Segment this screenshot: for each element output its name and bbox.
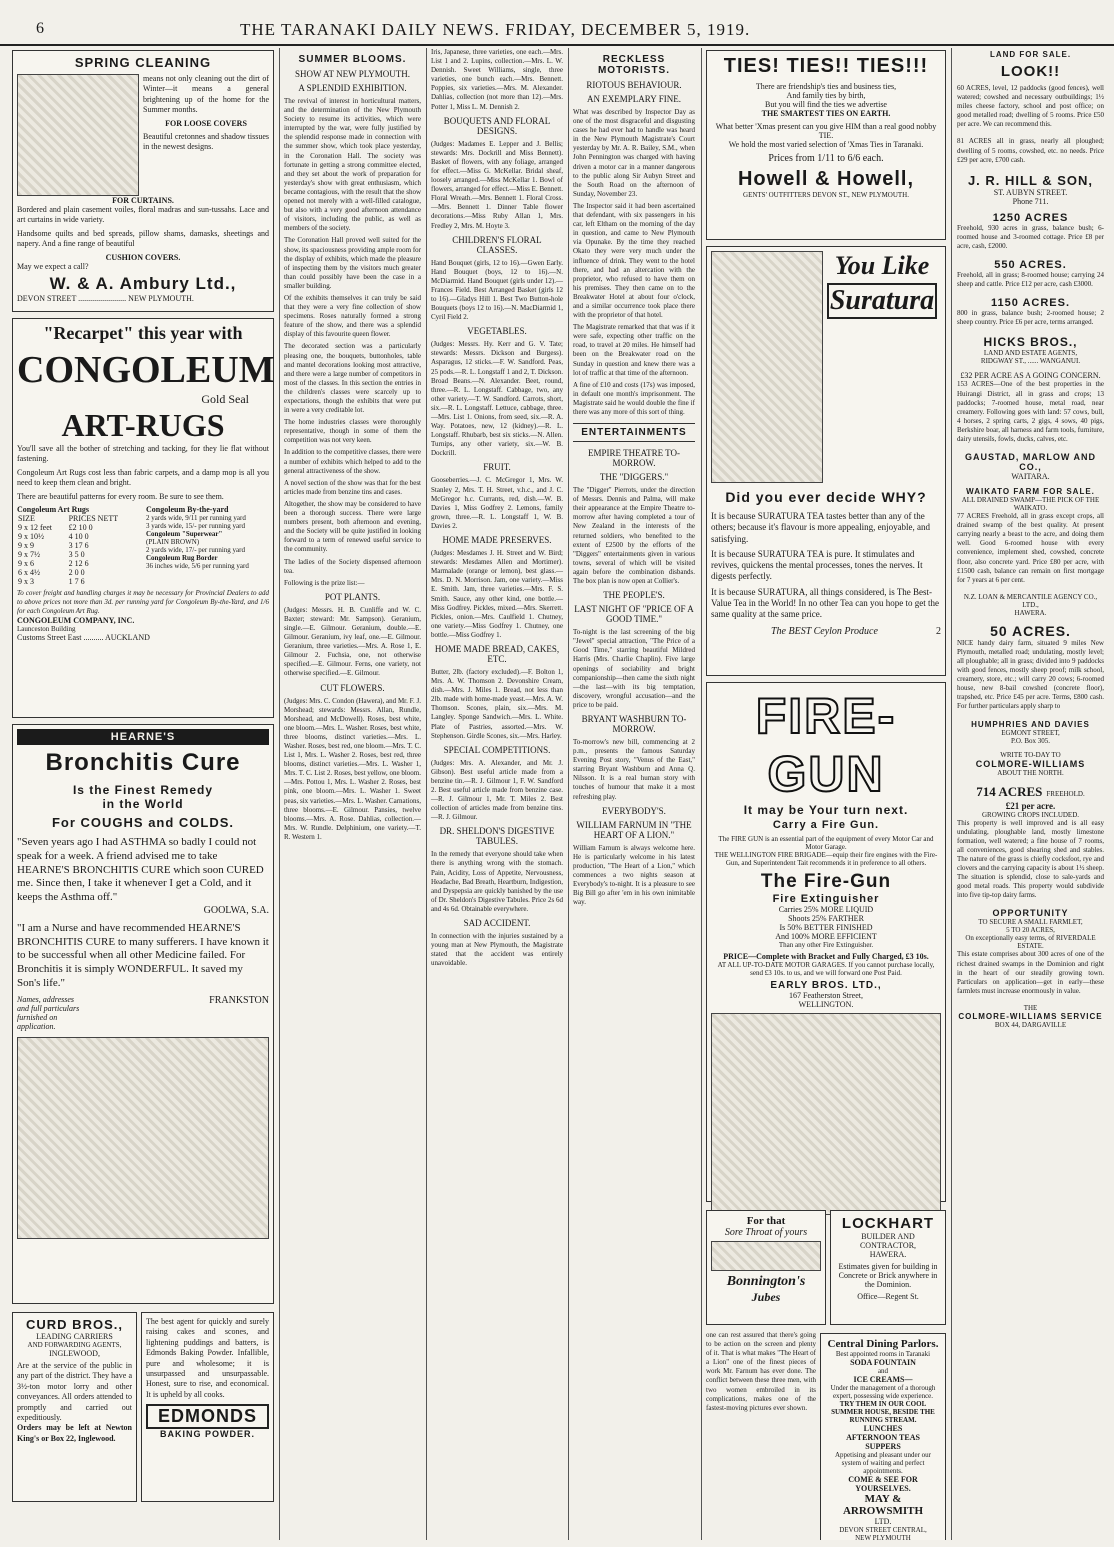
fire-gun-turn: It may be Your turn next. (743, 803, 909, 817)
fire-gun-b2: THE WELLINGTON FIRE BRIGADE—equip their fire engines with the Fire-Gun, and Superintendent Tait recommends it in preference to all others. (714, 851, 938, 867)
freight-note: To cover freight and handling charges it may be necessary for Provincial Dealers to add to above prices not more than 3d. per running yard for Congoleum By-the-Yard, and 1/6 for each Congoleum Art Rug. (17, 588, 269, 616)
prize-list: (Judges: Madames E. Lepper and J. Bellis; stewards: Mrs. Dockrill and Miss Bennett). Basket of flowers, with any foliage, arranged for effect.—Miss G. McKellar. Bridal sheaf, loosely arranged.—Miss McKellar 1. Bowl of flowers, arranged for effect.—Miss E. Bennett. Floral Wreath.—Mrs. Bennett 1. Floral Cross.—Mrs. Bennett 1. Dinner Table flower decorations.—Miss Ruby Allan 1, Mrs. Fredley 2, Mrs. M. Hoyte 3. (431, 139, 563, 230)
loose-heading: FOR LOOSE COVERS (165, 118, 247, 128)
central-line: Best appointed rooms in Taranaki (835, 1350, 931, 1358)
hill-son: J. R. HILL & SON, (967, 172, 1094, 188)
gaustad-town: WAITARA. (1011, 472, 1050, 482)
table-row: 9 x 7½ 3 5 0 (18, 549, 85, 559)
central-line: SODA FOUNTAIN (850, 1358, 916, 1367)
article-paragraph: Altogether, the show may be considered to have been a thorough success. There were large numbers present, both afternoon and evening, and the Society will be quite justified in looking forward to a term of renewed useful service to the community. (284, 499, 421, 554)
ceylon-produce: The BEST Ceylon Produce (771, 626, 878, 638)
column-rule (951, 48, 952, 1540)
bryant-heading: BRYANT WASHBURN TO-MORROW. (581, 713, 687, 734)
hearnes-ad (12, 724, 274, 1304)
column-1 (8, 48, 278, 1540)
loose-text: Beautiful cretonnes and shadow tissues in the newest designs. (143, 131, 269, 152)
spring-title: SPRING CLEANING (74, 55, 212, 70)
listing: 800 in grass, balance bush; 2-roomed house; 2 sheep country. Price £6 per acre, terms arranged. (957, 309, 1104, 327)
ambury-address: DEVON STREET ........................ NEW PLYMOUTH. (17, 293, 194, 303)
column-3 (427, 48, 567, 1540)
reckless-title: RECKLESS MOTORISTS. (597, 54, 671, 76)
section-heading: CUT FLOWERS. (320, 682, 385, 693)
hill-phone: Phone 711. (1012, 196, 1049, 206)
hicks-bros: HICKS BROS., (983, 335, 1078, 350)
may-arrowsmith: MAY & ARROWSMITH (842, 1493, 924, 1517)
suratura-reason: It is because SURATURA TEA is pure. It stimulates and revives, quickens the mental processes, tones the nerves. It digests perfectly. (711, 548, 923, 582)
curtains-heading: FOR CURTAINS. (112, 196, 174, 205)
listing: NICE handy dairy farm, situated 9 miles New Plymouth, metalled road; undulating, mostly level; all ploughable; all in grass; divided into 9 paddocks with good fences, mostly sheep proof; milk school, creamery, store, etc.; will carry 20 cows; 6-roomed house, new 8-bail cowshed (concrete floor), trapshed, etc. Price £45 per acre. Terms, £800 cash. For further particulars apply sharp to (957, 638, 1104, 711)
curd-l2: AND FORWARDING AGENTS, (27, 1341, 122, 1349)
curd-name: CURD BROS., (26, 1317, 123, 1332)
jubes: Jubes (751, 1290, 781, 1304)
prize-list: (Judges: Messrs. Hy. Kerr and G. V. Tate; stewards: Messrs. Dickson and Burgess). Asparagus, 12 sticks.—F. W. Sandford. Peas, 25 pods.—R. L. Longstaff 1 and 2, T. Dickson. Broad Beans.—N. Alexander. Beet, round, three.—R. L. Longstaff. Cabbage, two, any other variety.—T. W. Sandford. Carrots, short, six.—R. L. Longstaff. Lettuce, cabbage, three.—Mrs. List 1. Onions, from seed, six.—R. A. Way. Potatoes, new, 12 (kidney).—R. L. Longstaff. Rhubarb, best six sticks.—N. Allen. Turnips, any other variety, six.—W. B. Dockrill. (431, 340, 563, 458)
section-heading: POT PLANTS. (324, 591, 381, 602)
in-world: in the World (102, 797, 184, 811)
ambury-firm: W. & A. Ambury Ltd., (49, 273, 237, 293)
opportunity-line: 5 TO 20 ACRES, (1006, 926, 1055, 935)
central-line: and (877, 1367, 889, 1375)
cong-text-2: Congoleum Art Rugs cost less than fabric carpets, and a damp mop is all you need to keep them clean and bright. (17, 467, 269, 488)
congoleum-ad (12, 318, 274, 718)
fire-gun-feature: Shoots 25% FARTHER (788, 914, 864, 923)
opportunity-line: On exceptionally easy terms, of RIVERDALE ESTATE. (965, 934, 1096, 951)
curtains-text: Bordered and plain casement voiles, floral madras and sun-tussahs. Lace and art curtains in wide variety. (17, 205, 269, 225)
suratura-brand: Suratura (827, 283, 937, 319)
fire-gun-brand: FIRE-GUN (755, 688, 897, 802)
gold-seal: Gold Seal (201, 392, 249, 406)
about-north: ABOUT THE NORTH. (997, 768, 1064, 777)
entertainments-heading: ENTERTAINMENTS (573, 423, 695, 442)
nz-loan-town: HAWERA. (1014, 608, 1047, 617)
section-heading: VEGETABLES. (467, 326, 527, 337)
fire-gun-carry: Carry a Fire Gun. (772, 819, 880, 831)
column-2 (280, 48, 425, 1540)
central-title: Central Dining Parlors. (827, 1338, 939, 1350)
lockhart-l3: Estimates given for building in Concrete or Brick anywhere in the Dominion. (838, 1262, 938, 1289)
congoleum-address: Customs Street East .......... AUCKLAND (17, 633, 150, 643)
nz-loan: N.Z. LOAN & MERCANTILE AGENCY CO., LTD., (963, 592, 1098, 609)
listing: This property is well improved and is all easy undulating, ploughable land, mostly limestone formation, well watered; a fine house of 7 rooms, all conveniences, good shearing shed and stables. The nature of the grass is chiefly cocksfoot, rye and clovers and the carrying capacity is about 1½ sheep. The situation is splendid, close to sale-yards and good metal roads. This property would subdivide into five tip-top dairy farms. (957, 818, 1104, 900)
per-acre: £21 per acre. (1005, 800, 1056, 811)
table-row: 9 x 3 1 7 6 (18, 576, 85, 586)
gaustad: GAUSTAD, MARLOW AND CO., (965, 452, 1096, 473)
hicks-line: RIDGWAY ST., ...... WANGANUI. (980, 357, 1081, 366)
ties-line: THE SMARTEST TIES ON EARTH. (761, 109, 891, 118)
article-paragraph: Following is the prize list:— (284, 578, 365, 587)
article-paragraph: The revival of interest in horticultural matters, and the determination of the New Plymouth Society to resume its activities, which were interrupted by the war, were fully justified by the splendid response made in connection with the summer show, which took place yesterday, in the Coronation Hall. The society was fortunate in getting a strong committee elected, and they set about the work of preparation for yesterday's show with great enthusiasm, which became contagious, with the result that the show opened not merely with a well-filled catalogue, but also with a very good afternoon attendance of visitors, including the public, as well as members of the society. (284, 97, 421, 233)
spring-cleaning-ad (12, 50, 274, 312)
listing: Freehold, all in grass; 8-roomed house; carrying 24 sheep and cattle. Price £12 per acre, cash £3000. (957, 271, 1104, 289)
ties-ad (706, 50, 946, 240)
drained-swamp: ALL DRAINED SWAMP—THE PICK OF THE WAIKATO. (961, 496, 1100, 513)
jubes-tin-illustration (711, 1241, 821, 1271)
empire-heading: EMPIRE THEATRE TO-MORROW. (587, 448, 680, 469)
ad-number: 2 (936, 626, 941, 638)
article-paragraph: The decorated section was a particularly pleasing one, the bouquets, buttonholes, table and mantel decorations looking most attractive, and there were a large number of competitors in most of the classes. In this section the entries in the children's classes were scarcely up to expectations, though the exhibits that were put in were a very creditable lot. (284, 342, 421, 415)
testimonial-1: "Seven years ago I had ASTHMA so badly I could not speak for a week. A friend advised me to take HEARNE'S BRONCHITIS CURE which soon CURED me. Since then, I take it whenever I get a Cold, and it keeps the Asthma off." (17, 836, 264, 903)
land-for-sale-heading: LAND FOR SALE. (989, 50, 1072, 59)
ties-line: And family ties by birth, (786, 91, 866, 100)
howell-address: GENTS' OUTFITTERS DEVON ST., NEW PLYMOUTH. (743, 191, 909, 199)
article-paragraph: The Inspector said it had been ascertained that defendant, with six passengers in his car, left Eltham on the morning of the day in question, and came to New Plymouth via Opunake. By the time they reached Okato they were very much under the influence of drink. They went to the hotel there, and had an altercation with the proprietor, who refused to have them on his premises. They then came on to the Breakwater Hotel at about four o'clock, and a similar occurrence took place there with the proprietor of that hotel. (573, 201, 695, 320)
farnum-text: William Farnum is always welcome here. He is particularly welcome in his latest production, "The Heart of a Lion," which commences a two nights season at Everybody's to-night. It is a pleasure to see Big Bill go after 'em in his own inimitable way. (573, 843, 695, 907)
art-rugs-heading: Congoleum Art Rugs (17, 504, 90, 514)
central-line: SUPPERS (865, 1442, 901, 1451)
shams-text: Handsome quilts and bed spreads, pillow shams, damasks, sheetings and napery. And a fine range of beautiful (17, 228, 269, 249)
article-paragraph: The home industries classes were thoroughly representative, though in some of them the competition was not very keen. (284, 418, 421, 445)
fire-gun-b1: The FIRE GUN is an essential part of the equipment of every Motor Car and Motor Garage. (718, 835, 934, 851)
article-paragraph: Of the exhibits themselves it can truly be said that they were a very fine collection of show specimens. Roses naturally formed a strong feature of the show, and there was a splendid display of this favourite queen flower. (284, 293, 421, 339)
testimonial-2: "I am a Nurse and have recommended HEARNE'S BRONCHITIS CURE to many sufferers. I have known it to be successful when all other Medicine failed. For Bronchitis it is simply WONDERFUL. It saved my Son's life." (17, 921, 269, 989)
suratura-reason: It is because SURATURA TEA tastes better than any of the others; because it's flavour is more appealing, enjoyable, and satisfying. (711, 511, 931, 544)
by-yard-heading: Congoleum By-the-yard (146, 504, 229, 514)
listing: Freehold, 930 acres in grass, balance bush; 6-roomed house and 3-roomed cottage. Price £8 per acre, cash, £2000. (957, 223, 1104, 250)
burning-car-illustration (711, 1013, 941, 1215)
rug-price-table (17, 514, 140, 586)
section-heading: DR. SHELDON'S DIGESTIVE TABULES. (439, 826, 555, 847)
masthead-title: THE TARANAKI DAILY NEWS. FRIDAY, DECEMBER 5, 1919. (240, 20, 751, 39)
yard-line-1: 2 yards wide, 9/11 per running yard (146, 513, 246, 522)
art-rugs: ART-RUGS (61, 407, 225, 443)
column-5 (702, 48, 950, 1540)
border-text: 36 inches wide, 5/6 per running yard (146, 561, 249, 570)
fire-gun-ad (706, 682, 946, 1202)
listing: This estate comprises about 300 acres of one of the richest drained swamps in the Dominion and right in the heart of our steadily growing town. Particulars on application—get in early—these farmlets must increase enormously in value. (957, 950, 1104, 995)
article-paragraph: What was described by Inspector Day as one of the most disgraceful and disgusting cases he had ever had to handle was heard in the New Plymouth Magistrate's Court yesterday by Mr. A. R. Bailey, S.M., when John Pennington was charged with having driven a motor car in a manner dangerous to the public along Sir Aubyn Street and the South Road on the afternoon of Sunday, November 23. (573, 108, 695, 198)
everybodys-heading: EVERYBODY'S. (602, 805, 666, 816)
listing-heading: 1250 ACRES (992, 211, 1069, 224)
section-heading: FRUIT. (483, 462, 511, 473)
summer-blooms-title: SUMMER BLOOMS. (298, 54, 407, 65)
table-row: 9 x 9 3 17 6 (18, 540, 89, 550)
listing-heading: 1150 ACRES. (990, 297, 1071, 310)
fire-gun-price: PRICE—Complete with Bracket and Fully Charged, £3 10s. (723, 952, 929, 961)
peoples-heading: THE PEOPLE'S. (603, 590, 665, 601)
waikato-heading: WAIKATO FARM FOR SALE. (966, 487, 1095, 497)
finest-remedy: Is the Finest Remedy (72, 783, 214, 797)
peoples-text: To-night is the last screening of the big "Jewel" special attraction, "The Price of a Good Time," starring beautiful Mildred Harris (Mrs. Charlie Chaplin). Five large openings of sociability and bright companionship—then came the sixth night—the last—with its big temptation, discovery, wrongful accusation—and the price to be paid. (573, 628, 695, 709)
cushion-heading: CUSHION COVERS. (105, 252, 181, 262)
table-row: 9 x 12 feet £2 10 0 (18, 522, 93, 532)
coughs-colds: For COUGHS and COLDS. (51, 815, 235, 830)
section-heading: SPECIAL COMPETITIONS. (443, 744, 551, 755)
table-row: 9 x 6 2 12 6 (18, 558, 89, 568)
early-bros: EARLY BROS. LTD., (770, 980, 882, 991)
central-dining-ad (820, 1333, 946, 1540)
humphries-addr: EGMONT STREET, (1001, 728, 1060, 737)
prize-list: Hand Bouquet (girls, 12 to 16).—Gwen Early. Hand Bouquet (boys, 12 to 16).—N. McDiarmid. Hand Bouquet (girls under 12).—Frances Field. Best Arranged Basket (girls 12 to 16).—Gladys Hill 1. Best Two Button-hole Bouquets (boys 12 to 16).—N. MacDiarmid 1, Cyril Field 2. (431, 258, 563, 322)
article-paragraph: A novel section of the show was that for the best articles made from benzine tins and cases. (284, 478, 421, 496)
price-good-time-heading: LAST NIGHT OF "PRICE OF A GOOD TIME." (574, 604, 694, 625)
edmonds-brand: EDMONDS (146, 1404, 269, 1429)
congoleum-building: Launceston Building (17, 625, 76, 634)
colmore-williams: COLMORE-WILLIAMS (975, 758, 1086, 769)
going-concern: £32 PER ACRE AS A GOING CONCERN. (960, 371, 1101, 381)
tabules-text: In the remedy that everyone should take when there is anything wrong with the stomach. Pain, Acidity, Loss of Appetite, Nervousness, Headache, Bad Breath, Heartburn, Indigestion, and Dyspepsia are quickly banished by the use of Dr. Sheldon's Digestive Tabules. Price 2s 6d and 4s 6d. Obtainable everywhere. (431, 850, 563, 913)
howell-firm: Howell & Howell, (737, 168, 915, 190)
diggers-heading: THE "DIGGERS." (599, 472, 669, 483)
size-header: SIZE (18, 513, 35, 523)
fire-gun-garages: AT ALL UP-TO-DATE MOTOR GARAGES. If you cannot purchase locally, send £3 10s. to us, and we will forward one Post Paid. (717, 961, 935, 977)
article-paragraph: The Coronation Hall proved well suited for the show, its spaciousness providing ample room for the display of exhibits, which made the pleasure of inspecting them by the visitors much greater than could possibly have been the case in a smaller building. (284, 236, 421, 290)
ties-price: Prices from 1/11 to 6/6 each. (768, 153, 884, 164)
article-paragraph: The ladies of the Society dispensed afternoon tea. (284, 557, 421, 575)
section-heading: SAD ACCIDENT. (463, 918, 531, 929)
lockhart-l4: Office—Regent St. (857, 1292, 919, 1301)
plain-brown: (PLAIN BROWN) (146, 537, 200, 546)
yard-line-2: 3 yards wide, 15/- per running yard (146, 521, 245, 530)
fire-gun-sub: Fire Extinguisher (772, 893, 880, 905)
section-heading: HOME MADE PRESERVES. (442, 535, 552, 546)
prize-list: (Judges: Mrs. C. Condon (Hawera), and Mr. F. J. Morshead; stewards: Messrs. Allan, Rundle, Morshead, and McDowell). Roses, best white, one bloom.—Mrs. L. Washer. Roses, best white, three blooms, distinct varieties.—Mrs. L. Washer. Roses, best red, one bloom.—Mrs. T. C. List 1, Mrs. L. Washer 2. Roses, best red, three blooms, distinct varieties.—Mrs. L. Washer 1, Mrs. T. C. List 2. Roses, best yellow, one bloom.—Mrs. Pottou 1, Mrs. L. Washer 2. Roses, best pink, one bloom.—Mrs. L. Washer 1. Sweet peas, six varieties.—Mrs. L. Washer. Carnations, three blooms.—E. Gilmour. Pansies, twelve blooms.—Mrs. A. Rose. Dahlias, collection.—Mrs. W. Rundle. Delphinium, one variety.—T. R. Western 1. (284, 696, 421, 841)
prize-list: Gooseberries.—J. C. McGregor 1, Mrs. W. Stanley 2, Mrs. T. H. Street, v.h.c., and J. C. McGregor h.c. Currants, red, dish.—W. B. Davies 1, Miss Godfrey 2. Lemons, family grown, three.—R. L. Longstaff 1, W. B. Davies 2. (431, 476, 563, 530)
central-line: ICE CREAMS— (853, 1375, 913, 1384)
cong-text-3: There are beautiful patterns for every room. Be sure to see them. (17, 491, 224, 501)
bonningtons-brand: Bonnington's (726, 1274, 806, 1289)
diggers-text: The "Digger" Pierrots, under the direction of Messrs. Dennis and Palma, will make their appearance at the Empire Theatre to-morrow after having completed a tour of New Zealand in the interests of the returned soldiers, who benefited to the extent of £2500 by the efforts of the "Diggers" entertainments given in various towns, several of which will be visited again before the combination disbands. The box plan is now open at Collier's. (573, 486, 695, 586)
central-line: Appetising and pleasant under our system of waiting and perfect appointments. (834, 1451, 932, 1475)
hicks-line: LAND AND ESTATE AGENTS, (983, 349, 1078, 358)
fire-gun-feature: Is 50% BETTER FINISHED (779, 923, 873, 932)
lockhart-l2: HAWERA. (869, 1250, 907, 1259)
ties-line: What better 'Xmas present can you give HIM than a real good nobby TIE. (715, 122, 937, 140)
suratura-ad (706, 246, 946, 676)
fire-gun-feature: Carries 25% MORE LIQUID (778, 905, 874, 914)
superwear: Congoleum "Superwear" (146, 529, 223, 538)
listing-heading: 714 ACRES (976, 783, 1043, 799)
curd-body: Are at the service of the public in any part of the district. They have a 3½-ton motor lorry and other conveyances. All orders attended to promptly and carried out expeditiously. (17, 1361, 132, 1422)
cong-text-1: You'll save all the bother of stretching and tacking, for they lie flat without fastening. (17, 444, 269, 464)
edmonds-body: The best agent for quickly and surely raising cakes and scones, and lightening puddings and batters, is Edmonds Baking Powder. Infallible, pure and wholesome; it is unsurpassed and unsurpassable. Honest, sure to rise, and economical. It is upheld by all cooks. (146, 1317, 269, 1399)
listing: 153 ACRES—One of the best properties in the Huirangi District, all in grass and crops; 13 paddocks; 7-roomed house, metal road, near creamery. Following goes with land: 57 cows, bull, 4 horses, 2 spring carts, 2 gigs, 4 sows, 40 pigs, Berkshire boar, all harness and farm tools, furniture, dairy utensils, fowls, ducks, calves, etc. (957, 380, 1104, 443)
names-note: Names, addresses and full particulars furnished on application. (17, 994, 80, 1031)
colmore-box: BOX 44, DARGAVILLE (994, 1020, 1067, 1029)
spring-intro: means not only cleaning out the dirt of Winter—it means a general brightening up of the home for the Summer months. (143, 74, 269, 115)
summer-sub2: A SPLENDID EXHIBITION. (298, 83, 407, 93)
table-row: 6 x 4½ 2 0 0 (18, 567, 85, 577)
listing-heading: 550 ACRES. (994, 259, 1067, 272)
suratura-reason: It is because SURATURA, all things considered, is The Best-Value Tea in the World! In no other Tea can you hope to get the same quality at the same price. (711, 586, 939, 619)
congoleum-company: CONGOLEUM COMPANY, INC. (17, 616, 135, 626)
may-city: NEW PLYMOUTH (855, 1534, 911, 1540)
column-4 (569, 48, 699, 1540)
farnum-heading: WILLIAM FARNUM IN "THE HEART OF A LION." (576, 819, 692, 840)
bon-for: For (746, 1215, 764, 1227)
curd-bros-ad (12, 1312, 137, 1502)
curtain-window-illustration (17, 74, 139, 196)
humphries: HUMPHRIES AND DAVIES (971, 719, 1090, 729)
patient-illustration (17, 1037, 269, 1239)
bon-that: that (766, 1215, 786, 1227)
column-6 (953, 48, 1108, 1540)
section-heading: CHILDREN'S FLORAL CLASSES. (452, 234, 542, 255)
prize-list: (Judges: Mrs. A. Alexander, and Mr. J. Gibson). Best useful article made from a benzine tin.—R. J. Gilmour 1, F. W. Sandford 2. Best useful article made from benzine case.—R. J. Gilmour 1, Mr. T. Miles 2. Best collection of articles made from benzine tins.—R. J. Gilmour. (431, 758, 563, 822)
central-line: AFTERNOON TEAS (846, 1433, 920, 1442)
listing: 60 ACRES, level, 12 paddocks (good fences), well watered; cowshed and necessary outbuildings; 1½ miles cheese factory, school and post office; on good metalled road; dwelling of 5 rooms. Price £50 per acre. We can recommend this. (957, 84, 1104, 129)
early-bros-city: WELLINGTON. (798, 1000, 854, 1009)
masthead (0, 0, 1114, 46)
price-header: PRICES NETT (68, 513, 119, 523)
article-paragraph: In addition to the competitive classes, there were a number of exhibits which helped to add to the general attractiveness of the show. (284, 448, 421, 475)
farnum-continued: one can rest assured that there's going to be action on the screen and plenty of it. That is what makes "The Heart of a Lion" one of the finest pieces of work Mr. Farnum has ever done. The conflict between these three men, with two women embroiled in its complications, makes one of the fastest-moving pictures ever shown. (706, 1331, 816, 1412)
sore-throat: Sore Throat of yours (724, 1227, 808, 1238)
listing: 81 ACRES all in grass, nearly all ploughed; dwelling of 5 rooms, cowshed, etc. no needs. Price £29 per acre, £700 cash. (957, 137, 1104, 164)
you-like: You Like (834, 251, 930, 280)
bryant-text: To-morrow's new bill, commencing at 2 p.m., presents the famous Saturday Evening Post story, "Venus of the East," starring Bryant Washburn and Anna Q. Nilsson. It is a real human story with touches of humour that make it a most refreshing play. (573, 737, 695, 801)
congoleum-head: "Recarpet" this year with (43, 323, 243, 343)
look-heading: LOOK!! (1000, 63, 1061, 80)
hill-addr: ST. AUBYN STREET. (993, 187, 1068, 197)
call-text: May we expect a call? (17, 261, 89, 271)
colmore-service: COLMORE-WILLIAMS SERVICE (958, 1011, 1103, 1021)
accident-text: In connection with the injuries sustained by a young man at New Plymouth, the Magistrate stated that the accident was entirely unavoidable. (431, 932, 563, 968)
congoleum-brand: CONGOLEUM (17, 349, 275, 391)
central-line: TRY THEM IN OUR COOL SUMMER HOUSE, BESIDE THE RUNNING STREAM. (831, 1400, 935, 1424)
ties-line: But you will find the ties we advertise (765, 100, 887, 109)
early-bros-addr: 167 Featherston Street, (789, 991, 863, 1000)
hearnes-brand: HEARNE'S (17, 729, 269, 745)
woman-with-tea-illustration (711, 251, 823, 483)
summer-sub: SHOW AT NEW PLYMOUTH. (294, 69, 411, 79)
prize-list: Butter, 2lb. (factory excluded).—F. Bolton 1, Mrs. A. W. Thomson 2. Devonshire Cream, dish.—Mrs. J. Miles 1. Bread, not less than 2lb. made with home-made yeast.—Mrs. A. W. Thomson. Scones, plain, six.—Mrs. M. Langley. Sponge Sandwich.—Mrs. L. White. Plate of Pastries, assorted.—Mrs. W. Stephenson. Girdle Scones, six.—Mrs. Harley. (431, 667, 564, 740)
crops-included: GROWING CROPS INCLUDED. (981, 810, 1080, 819)
humphries-box: P.O. Box 305. (1010, 736, 1051, 745)
write-today: WRITE TO-DAY TO (1000, 750, 1061, 759)
bronchitis-title: Bronchitis Cure (45, 749, 241, 776)
opportunity: OPPORTUNITY (992, 908, 1069, 919)
section-heading: HOME MADE BREAD, CAKES, ETC. (434, 643, 560, 664)
testimonial-1-source: GOOLWA, S.A. (203, 904, 269, 916)
opportunity-line: TO SECURE A SMALL FARMLET, (978, 918, 1083, 927)
central-line: LUNCHES (863, 1424, 903, 1433)
fire-gun-title: The Fire-Gun (760, 871, 892, 892)
why-question: Did you ever decide WHY? (725, 489, 927, 505)
edmonds-ad (141, 1312, 274, 1502)
reckless-sub: RIOTOUS BEHAVIOUR. (586, 80, 682, 90)
rug-border: Congoleum Rug Border (146, 553, 218, 562)
reckless-sub2: AN EXEMPLARY FINE. (587, 94, 681, 104)
curd-l3: INGLEWOOD, (49, 1349, 100, 1358)
page-number: 6 (36, 20, 44, 37)
lockhart-name: LOCKHART (841, 1215, 935, 1232)
central-line: COME & SEE FOR YOURSELVES. (848, 1475, 918, 1493)
may-addr: DEVON STREET CENTRAL, (839, 1526, 927, 1534)
central-line: Under the management of a thorough expert, possessing wide experience. (830, 1384, 936, 1400)
ties-line: We hold the most varied selection of 'Xmas Ties in Taranaki. (728, 140, 924, 149)
edmonds-sub: BAKING POWDER. (160, 1429, 255, 1440)
yard-line-3: 2 yards wide, 17/- per running yard (146, 545, 245, 554)
ties-line: There are friendship's ties and business ties, (755, 82, 897, 91)
fire-gun-feature: Than any other Fire Extinguisher. (778, 941, 874, 949)
curd-l1: LEADING CARRIERS (36, 1332, 113, 1341)
fifty-acres: 50 ACRES. (990, 622, 1071, 639)
testimonial-2-source: FRANKSTON (209, 994, 269, 1006)
fire-gun-feature: And 100% MORE EFFICIENT (775, 932, 877, 941)
the-label: THE (1023, 1003, 1038, 1012)
lockhart-l1: BUILDER AND CONTRACTOR, (859, 1232, 917, 1250)
article-paragraph: The Magistrate remarked that that was if it were safe, expecting other traffic on the road, to travel at 20 miles. He himself had been on the Breakwater road on the Sunday in question and knew there was a lot of traffic at that time of the afternoon. (573, 323, 695, 377)
bonningtons-ad (706, 1210, 826, 1325)
lockhart-ad (830, 1210, 946, 1325)
prize-list: (Judges: Messrs. H. B. Cunliffe and W. C. Baxter; steward: Mr. Sampson). Geranium, single.—E. Gilmour. Geranium, double.—E. Gilmour. Geranium, ivy leaf, one.—E. Gilmour. Geranium, three varieties.—Mrs. A. Rose 1, E. Gilmour 2. Fuchsia, one, not otherwise specified.—E. Gilmour. Ferns, one variety, not otherwise specified.—E. Gilmour. (284, 605, 421, 678)
ties-title: TIES! TIES!! TIES!!! (723, 55, 929, 77)
may-ltd: LTD. (874, 1517, 892, 1526)
listing: 77 ACRES Freehold, all in grass except crops, all drained swamp of the best quality. At present carrying nearly a beast to the acre, and doing them well. Good 6-roomed house with every convenience, implement shed, cowshed, concrete floor, also concrete yard. Price £80 per acre, with £1500 cash, balance can remain on first mortgage for 7 years at 6 per cent. (957, 512, 1104, 584)
freehold-label: FREEHOLD. (1046, 789, 1085, 798)
curd-foot: Orders may be left at Newton King's or Box 22, Inglewood. (17, 1423, 132, 1443)
article-paragraph: A fine of £10 and costs (17s) was imposed, in default one month's imprisonment. The Magistrate said he would double the fine if there was any more of this sort of thing. (573, 380, 695, 416)
prize-list: (Judges: Mesdames J. H. Street and W. Bird; stewards: Mesdames Allen and Mortimer). Marmalade (orange or lemon), best glass.—Mrs. D. N. Morrison. Jam, one variety.—Miss E. Smith. Jam, three varieties.—Mrs. F. S. Smith. Sauce, any other kind, one bottle.—Miss Godfrey. Pickles, mixed.—Mrs. Skerrett. Pickles, onion.—Mrs. Caulfield 1. Chutney, one variety.—Miss Godfrey 1. Chutney, one bottle.—Miss Godfrey 1. (431, 549, 563, 639)
prize-list: Iris, Japanese, three varieties, one each.—Mrs. List 1 and 2. Lupins, collection.—Mrs. L. W. Dennish. Sweet Williams, single, three varieties, one bunch each.—Mrs. Bennett. Poppies, six varieties.—Mrs. M. Alexander. Dahlias, collection (not more than 12).—Mrs. Potter 1, Miss L. M. Dennish 2. (431, 48, 563, 111)
table-row: 9 x 10½ 4 10 0 (18, 531, 89, 541)
section-heading: BOUQUETS AND FLORAL DESIGNS. (443, 115, 551, 136)
